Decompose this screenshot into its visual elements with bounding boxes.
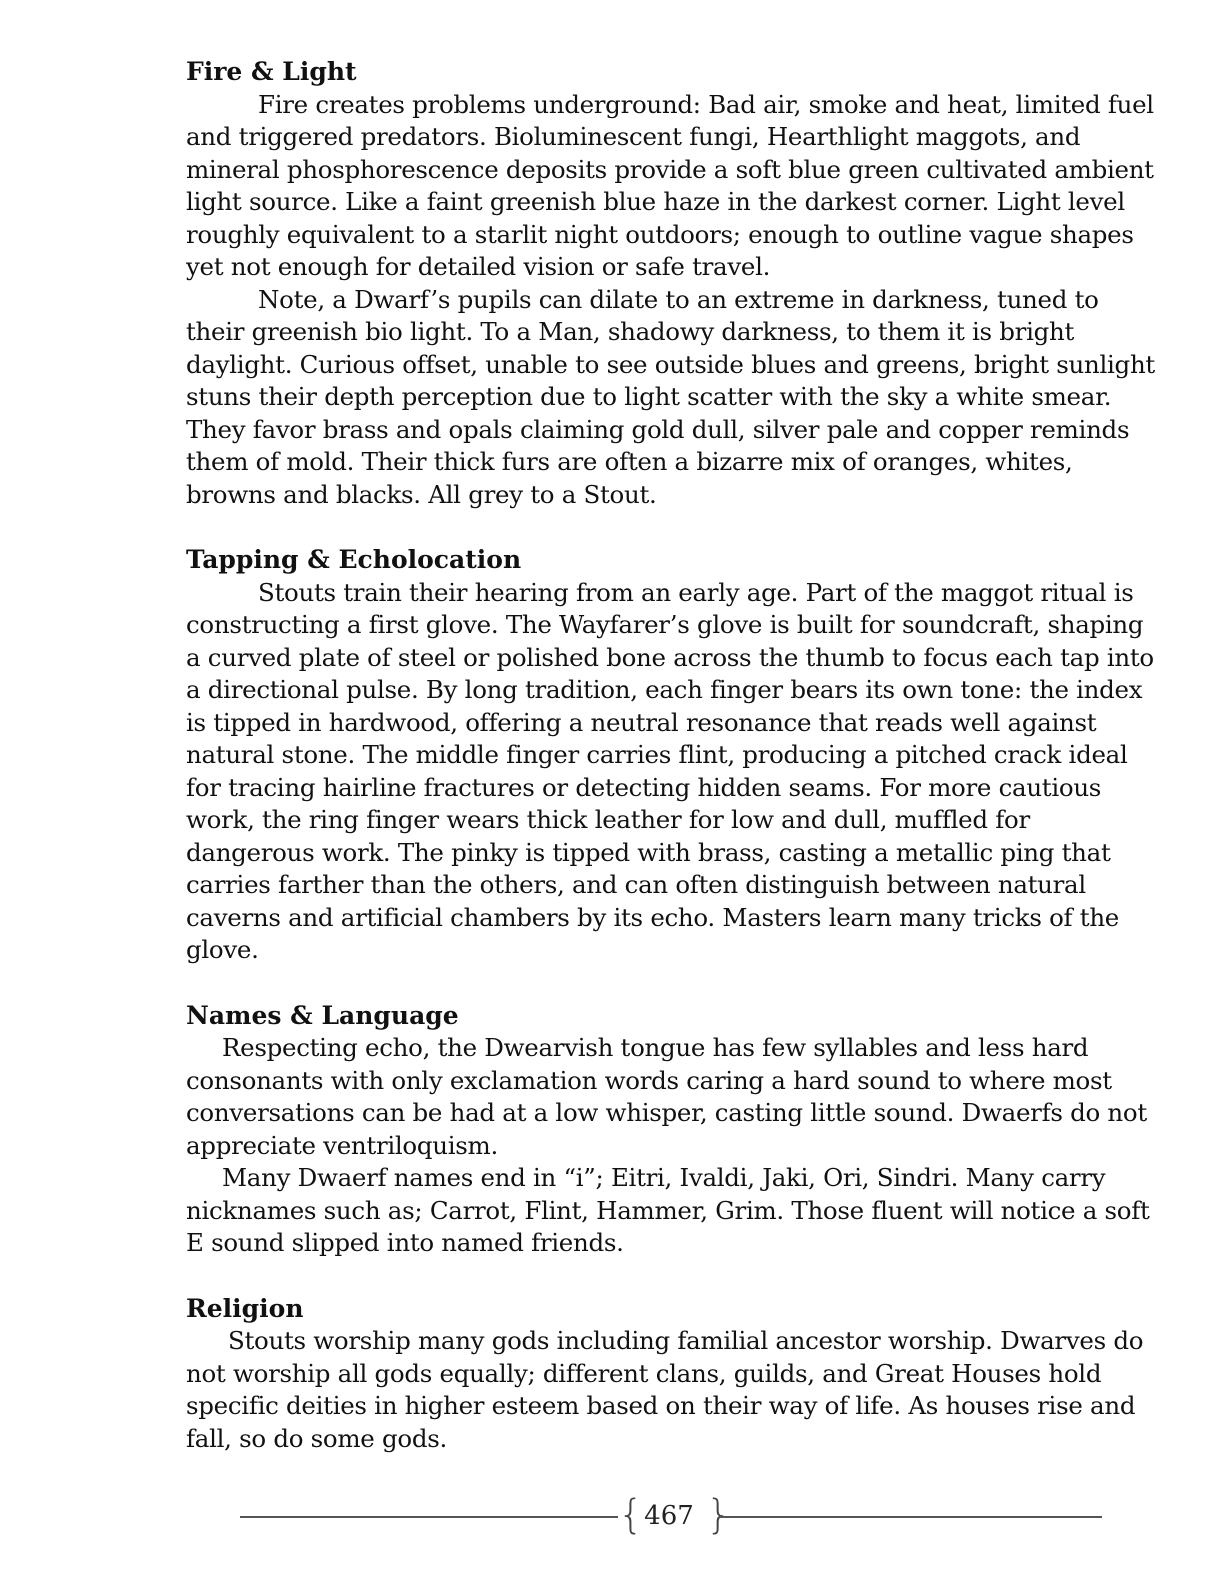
- section-tapping-echolocation: [186, 544, 1158, 967]
- document-page: [186, 56, 1158, 1488]
- paragraph: Stouts worship many gods including familial ancestor worship. Dwarves do not worship all gods equally; different clans, guilds, and Great Houses hold specific deities in higher esteem based on their way of life. As houses rise and fall, so do some gods.: [186, 1326, 1144, 1453]
- page-footer: [240, 1492, 1102, 1542]
- left-brace-icon: {: [618, 1492, 644, 1538]
- paragraph: Fire creates problems underground: Bad air, smoke and heat, limited fuel and triggered predators. Bioluminescent fungi, Hearthlight maggots, and mineral phosphorescence deposits provide a soft blue green cultivated ambient light source. Like a faint greenish blue haze in the darkest corner. Light level roughly equivalent to a starlit night outdoors; enough to outline vague shapes yet not enough for detailed vision or safe travel.: [186, 89, 1154, 281]
- section-heading: Tapping & Echolocation: [186, 545, 522, 574]
- paragraph: Note, a Dwarf’s pupils can dilate to an extreme in darkness, tuned to their greenish bio light. To a Man, shadowy darkness, to them it is bright daylight. Curious offset, unable to see outside blues and greens, bright sunlight stuns their depth perception due to light scatter with the sky a white smear. They favor brass and opals claiming gold dull, silver pale and copper reminds them of mold. Their thick furs are often a bizarre mix of oranges, whites, browns and blacks. All grey to a Stout.: [186, 284, 1155, 509]
- right-brace-icon: }: [706, 1492, 732, 1538]
- section-religion: [186, 1293, 1158, 1456]
- paragraph: Stouts train their hearing from an early age. Part of the maggot ritual is constructing a first glove. The Wayfarer’s glove is built for soundcraft, shaping a curved plate of steel or polished bone across the thumb to focus each tap into a directional pulse. By long tradition, each finger bears its own tone: the index is tipped in hardwood, offering a neutral resonance that reads well against natural stone. The middle finger carries flint, producing a pitched crack ideal for tracing hairline fractures or detecting hidden seams. For more cautious work, the ring finger wears thick leather for low and dull, muffled for dangerous work. The pinky is tipped with brass, casting a metallic ping that carries farther than the others, and can often distinguish between natural caverns and artificial chambers by its echo. Masters learn many tricks of the glove.: [186, 577, 1154, 964]
- footer-rule-right: [720, 1516, 1102, 1518]
- paragraph: Respecting echo, the Dwearvish tongue has few syllables and less hard consonants with only exclamation words caring a hard sound to where most conversations can be had at a low whisper, casting little sound. Dwaerfs do not appreciate ventriloquism.: [186, 1033, 1147, 1160]
- footer-rule-left: [240, 1516, 618, 1518]
- section-heading: Fire & Light: [186, 57, 357, 86]
- page-number: 467: [644, 1501, 694, 1531]
- section-heading: Names & Language: [186, 1000, 459, 1030]
- section-fire-light: [186, 56, 1158, 511]
- section-names-language: [186, 1000, 1158, 1260]
- section-heading: Religion: [186, 1293, 304, 1323]
- paragraph: Many Dwaerf names end in “i”; Eitri, Ivaldi, Jaki, Ori, Sindri. Many carry nicknames such as; Carrot, Flint, Hammer, Grim. Those fluent will notice a soft E sound slipped into named friends.: [186, 1163, 1150, 1257]
